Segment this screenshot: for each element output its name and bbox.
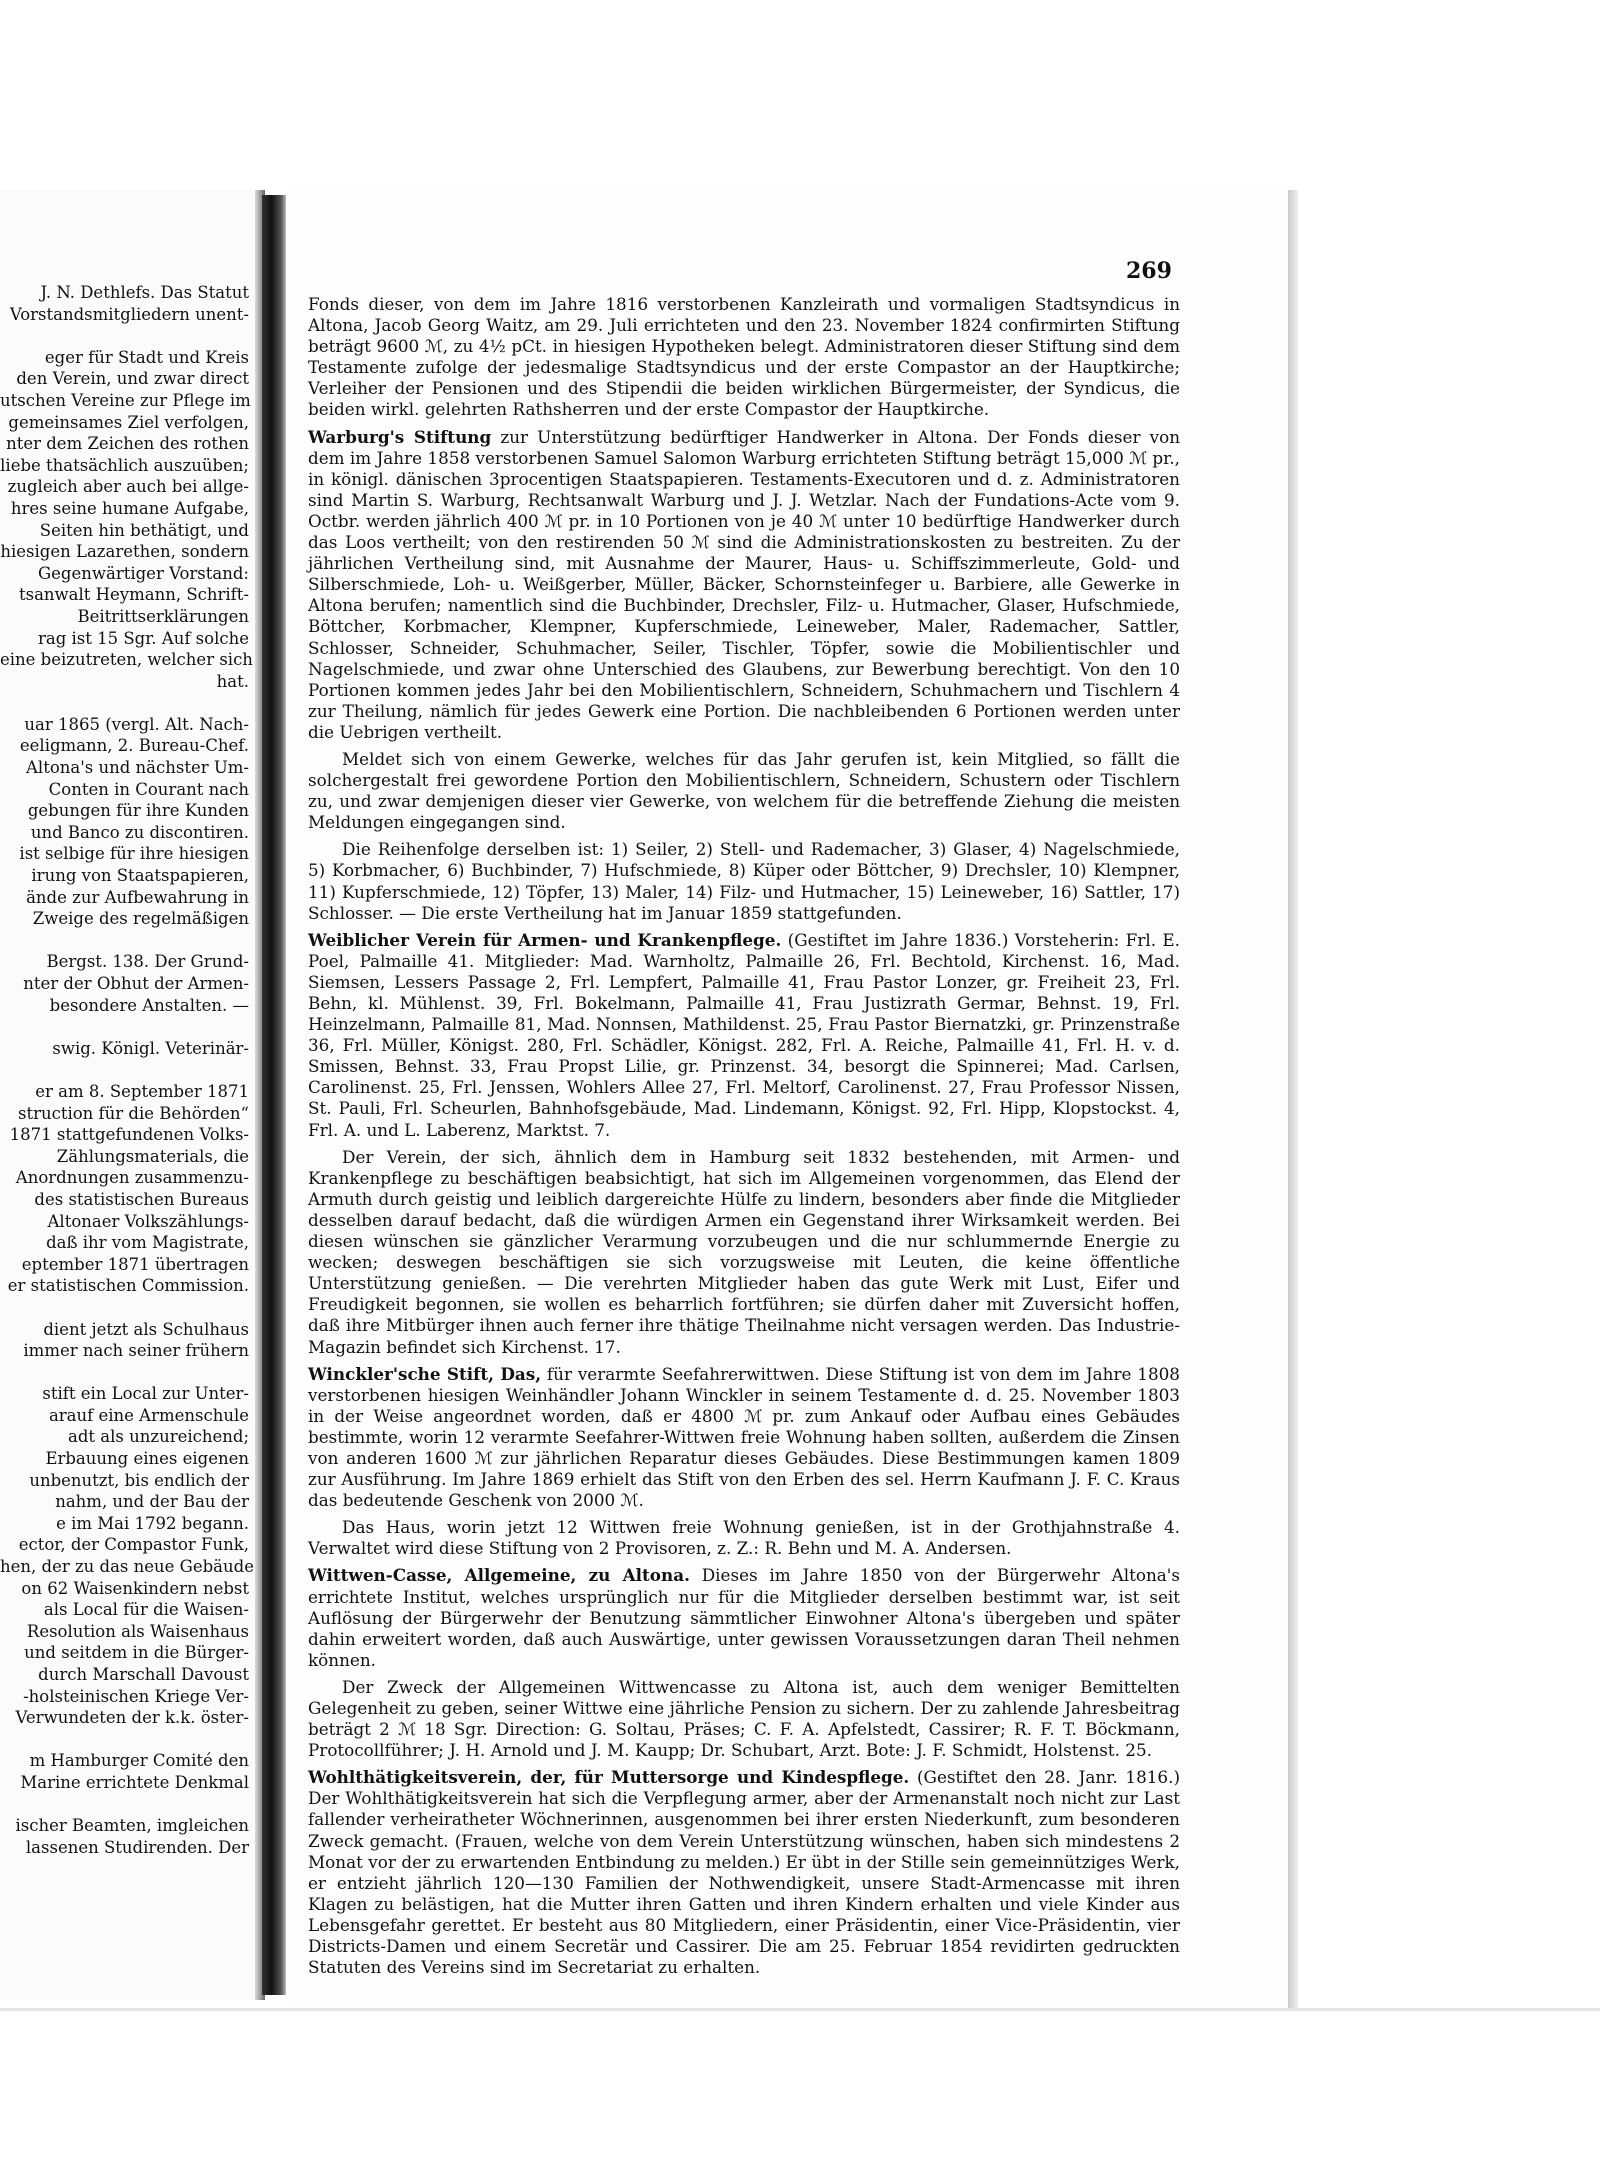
body-paragraph <box>308 294 1180 421</box>
entry-title: Wittwen-Casse, Allgemeine, zu Altona. <box>308 1565 690 1586</box>
left-blank-line <box>0 930 255 952</box>
left-text-line: e im Mai 1792 begann. <box>56 1513 249 1533</box>
left-text-line: eine beizutreten, welcher sich <box>0 650 253 670</box>
left-text-line: Altona's und nächster Um- <box>26 758 249 778</box>
left-text-line: Altonaer Volkszählungs- <box>47 1211 249 1231</box>
left-text-line: hen, der zu das neue Gebäude <box>0 1557 254 1577</box>
entry-title: Weiblicher Verein für Armen- und Krankenpflege. <box>308 929 782 950</box>
left-text-line: nahm, und der Bau der <box>55 1492 249 1512</box>
entry-title: Wohlthätigkeitsverein, der, für Muttersorge und Kindespflege. <box>308 1767 910 1788</box>
left-blank-line <box>0 1729 255 1751</box>
left-text-line: nter dem Zeichen des rothen <box>6 434 249 454</box>
entry-text: (Gestiftet den 28. Janr. 1816.) Der Wohlthätigkeitsverein hat sich die Verpflegung armer, aber der Armenanstalt noch nicht zur Last fallender verheiratheter Wöchnerinnen, ausgenommen bei ihrer ersten Niederkunft, zum besonderen Zweck gemacht. (Frauen, welche von dem Verein Unterstützung wünschen, haben sich mindestens 2 Monat vor der zu erwartenden Entbindung zu melden.) Er übt in der Stille sein gemeinnütziges Werk, er entzieht jährlich 120—130 Familien der Nothwendigkeit, unsere Stadt-Armencasse mit ihren Klagen zu belästigen, hat die Mutter ihren Gatten und ihren Kindern erhalten und viele Kinder aus Lebensgefahr gerettet. Er besteht aus 80 Mitgliedern, einer Präsidentin, einer Vice-Präsidentin, vier Districts-Damen und einem Secretär und Cassirer. Die am 25. Februar 1854 revidirten gedruckten Statuten des Vereins sind im Secretariat zu erhalten. <box>308 1767 1180 1978</box>
left-text-line: eger für Stadt und Kreis <box>44 347 249 367</box>
body-paragraph <box>308 1517 1180 1559</box>
left-text-line: Zweige des regelmäßigen <box>32 909 249 929</box>
body-paragraph <box>308 749 1180 833</box>
left-text-line: Marine errichtete Denkmal <box>20 1772 249 1792</box>
left-text-line: Anordnungen zusammenzu- <box>15 1168 249 1188</box>
left-text-line: besondere Anstalten. — <box>49 995 249 1015</box>
left-text-line: ände zur Aufbewahrung in <box>26 887 249 907</box>
left-text-line: er statistischen Commission. <box>7 1276 249 1296</box>
left-text-line: dient jetzt als Schulhaus <box>43 1319 249 1339</box>
left-blank-line <box>0 1016 255 1038</box>
entry-text: Der Verein, der sich, ähnlich dem in Hamburg seit 1832 bestehenden, mit Armen- und Krankenpflege zu beschäftigen beabsichtigt, hat sich im Allgemeinen vorgenommen, das Elend der Armuth durch geistig und leiblich dargereichte Hülfe zu lindern, besonders aber finde die Mitglieder desselben darauf bedacht, daß die würdigen Armen ein Gegenstand ihrer Wirksamkeit werden. Bei diesen wünschen sie gänzlicher Verarmung vorzubeugen und die nur schlummernde Energie zu wecken; deswegen beschäftigen sie sich vorzugsweise mit Leuten, die keine öffentliche Unterstützung genießen. — Die verehrten Mitglieder haben das gute Werk mit Lust, Eifer und Freudigkeit begonnen, sie wollen es beharrlich fortführen; sie dürfen daher mit Zuversicht hoffen, daß ihre Mitbürger ihnen auch ferner ihre thätige Theilnahme nicht versagen werden. Das Industrie-Magazin befindet sich Kirchenst. 17. <box>308 1146 1180 1357</box>
left-text-line: Conten in Courant nach <box>48 779 249 799</box>
left-text-line: uar 1865 (vergl. Alt. Nach- <box>24 714 249 734</box>
left-text-line: nter der Obhut der Armen- <box>23 974 249 993</box>
left-text-line: struction für die Behörden“ <box>17 1103 249 1123</box>
left-text-line: daß ihr vom Magistrate, <box>46 1233 249 1253</box>
left-text-line: hat. <box>216 671 249 691</box>
entry-text: für verarmte Seefahrerwittwen. Diese Stiftung ist von dem im Jahre 1808 verstorbenen hiesigen Weinhändler Johann Winckler in seinem Testamente d. d. 25. November 1803 in der Weise angeordnet worden, daß er 4800 ℳ pr. zum Ankauf oder Aufbau eines Gebäudes bestimmte, worin 12 verarmte Seefahrer-Wittwen freie Wohnung haben sollten, außerdem die Zinsen von anderen 1600 ℳ zur jährlichen Reparatur dieses Gebäudes. Diese Bestimmungen kamen 1809 zur Ausführung. Im Jahre 1869 erhielt das Stift von den Erben des sel. Herrn Kaufmann J. F. C. Kraus das bedeutende Geschenk von 2000 ℳ. <box>308 1363 1180 1511</box>
left-text-line: -holsteinischen Kriege Ver- <box>23 1686 249 1706</box>
entry-text: Das Haus, worin jetzt 12 Wittwen freie Wohnung genießen, ist in der Grothjahnstraße 4. Verwaltet wird diese Stiftung von 2 Provisoren, z. Z.: R. Behn und M. A. Andersen. <box>308 1517 1180 1559</box>
left-text-line: ischer Beamten, imgleichen <box>15 1816 249 1836</box>
left-text-line: zugleich aber auch bei allge- <box>7 477 249 497</box>
entry-paragraph <box>308 930 1180 1141</box>
left-text-line: Verwundeten der k.k. öster- <box>15 1708 249 1728</box>
left-blank-line <box>0 1794 255 1816</box>
left-text-line: Seiten hin bethätigt, und <box>39 520 249 540</box>
entry-title: Warburg's Stiftung <box>308 426 492 447</box>
body-paragraph <box>308 1147 1180 1358</box>
left-text-line: und Banco zu discontiren. <box>30 822 249 842</box>
left-text-line: tsanwalt Heymann, Schrift- <box>18 585 249 605</box>
entry-paragraph <box>308 1767 1180 1978</box>
left-text-line: 1871 stattgefundenen Volks- <box>9 1125 249 1145</box>
entry-paragraph <box>308 1565 1180 1670</box>
entry-title: Winckler'sche Stift, Das, <box>308 1363 542 1384</box>
entry-paragraph <box>308 427 1180 743</box>
book-gutter <box>262 195 286 1995</box>
page-edge <box>1288 190 1298 2010</box>
left-blank-line <box>0 325 255 347</box>
left-blank-line <box>0 692 255 714</box>
left-text-line: Beitrittserklärungen <box>77 606 249 626</box>
left-text-line: hres seine humane Aufgabe, <box>10 498 249 518</box>
left-blank-line <box>0 1059 255 1081</box>
entry-text: Fonds dieser, von dem im Jahre 1816 verstorbenen Kanzleirath und vormaligen Stadtsyndicus in Altona, Jacob Georg Waitz, am 29. Juli errichteten und den 23. November 1824 confirmirten Stiftung beträgt 9600 ℳ, zu 4½ pCt. in hiesigen Hypotheken belegt. Administratoren dieser Stiftung sind dem Testamente zufolge der jedesmalige Stadtsyndicus und der erste Compastor an der Hauptkirche; Verleiher der Pensionen und des Stipendii die beiden wirklichen Bürgermeister, der Syndicus, die beiden wirkl. gelehrten Rathsherren und der erste Compastor der Hauptkirche. <box>308 294 1180 420</box>
right-page <box>288 190 1288 2010</box>
left-text-line: eptember 1871 übertragen <box>21 1254 249 1274</box>
page-content <box>308 294 1180 1984</box>
left-text-line: eeligmann, 2. Bureau-Chef. <box>19 736 249 756</box>
entry-text: Der Zweck der Allgemeinen Wittwencasse zu Altona ist, auch dem weniger Bemittelten Gelegenheit zu geben, seiner Wittwe eine jährliche Pension zu sichern. Der zu zahlende Jahresbeitrag beträgt 2 ℳ 18 Sgr. Direction: G. Soltau, Präses; C. F. A. Apfelstedt, Cassirer; R. F. T. Böckmann, Protocollführer; J. H. Arnold und J. M. Kaupp; Dr. Schubart, Arzt. Bote: J. F. Schmidt, Holstenst. 25. <box>308 1676 1180 1761</box>
left-text-line: J. N. Dethlefs. Das Statut <box>40 283 249 302</box>
left-text-line: hiesigen Lazarethen, sondern <box>0 542 249 562</box>
left-text-line: unbenutzt, bis endlich der <box>29 1470 249 1490</box>
entry-text: Meldet sich von einem Gewerke, welches für das Jahr gerufen ist, kein Mitglied, so fällt die solchergestalt frei gewordene Portion den Mobilientischlern, Schneidern, Schustern oder Tischlern zu, und zwar demjenigen dieser vier Gewerke, von welchem für die betreffende Ziehung die meisten Meldungen eingegangen sind. <box>308 748 1180 833</box>
left-text-line: immer nach seiner frühern <box>23 1341 249 1361</box>
left-text-line: als Local für die Waisen- <box>43 1600 249 1620</box>
left-text-line: ector, der Compastor Funk, <box>18 1535 249 1555</box>
entry-text: Dieses im Jahre 1850 von der Bürgerwehr Altona's errichtete Institut, welches ursprünglich nur für die Mitglieder derselben bestimmt war, ist seit Auflösung der Bürgerwehr der Benutzung sämmtlicher Einwohner Altona's übergeben und später dahin erweitert worden, daß auch Auswärtige, unter gewissen Voraussetzungen daran Theil nehmen können. <box>308 1565 1180 1670</box>
left-text-line: stift ein Local zur Unter- <box>42 1384 249 1404</box>
left-text-line: rag ist 15 Sgr. Auf solche <box>37 628 249 648</box>
left-text-line: utschen Vereine zur Pflege im <box>0 390 251 410</box>
left-blank-line <box>0 1362 255 1384</box>
left-text-line: Erbauung eines eigenen <box>45 1449 249 1469</box>
previous-page-fragment <box>0 190 265 2000</box>
body-paragraph <box>308 1677 1180 1761</box>
page-number: 269 <box>1126 258 1172 284</box>
left-text-line: lassenen Studirenden. Der <box>25 1837 249 1857</box>
left-text-line: Gegenwärtiger Vorstand: <box>37 563 249 583</box>
left-text-line: des statistischen Bureaus <box>34 1189 249 1209</box>
left-text-line: m Hamburger Comité den <box>29 1751 249 1771</box>
left-text-line: Resolution als Waisenhaus <box>26 1621 249 1641</box>
left-text-line: den Verein, und zwar direct <box>16 369 249 389</box>
scan-bottom-edge <box>0 2008 1600 2011</box>
left-text-line: Zählungsmaterials, die <box>56 1146 249 1166</box>
left-column-text <box>0 282 255 1858</box>
entry-text: zur Unterstützung bedürftiger Handwerker in Altona. Der Fonds dieser von dem im Jahre 1858 verstorbenen Samuel Salomon Warburg errichteten Stiftung beträgt 15,000 ℳ pr., in königl. dänischen 3procentigen Staatspapieren. Testaments-Executoren und d. z. Administratoren sind Martin S. Warburg, Rechtsanwalt Warburg und J. J. Wetzlar. Nach der Fundations-Acte vom 9. Octbr. werden jährlich 400 ℳ pr. in 10 Portionen von je 40 ℳ unter 10 bedürftige Handwerker durch das Loos vertheilt; von den restirenden 50 ℳ sind die Administrationskosten zu bestreiten. Zu der jährlichen Vertheilung sind, mit Ausnahme der Maurer, Haus- u. Schiffszimmerleute, Gold- und Silberschmiede, Loh- u. Weißgerber, Müller, Bäcker, Schornsteinfeger u. Barbiere, alle Gewerke in Altona berufen; namentlich sind die Buchbinder, Drechsler, Filz- u. Hutmacher, Glaser, Hufschmiede, Böttcher, Korbmacher, Klempner, Kupferschmiede, Leineweber, Maler, Rademacher, Sattler, Schlosser, Schneider, Schuhmacher, Seiler, Tischler, Töpfer, sowie die Mobilientischler und Nagelschmiede, und zwar ohne Unterschied des Glaubens, zur Bewerbung berechtigt. Von den 10 Portionen kommen jedes Jahr bei den Mobilientischlern, Schneidern, Schuhmachern und Tischlern 4 zur Theilung, nämlich für jedes Gewerk eine Portion. Die nachbleibenden 6 Portionen werden unter die Uebrigen vertheilt. <box>308 426 1181 742</box>
left-text-line: on 62 Waisenkindern nebst <box>21 1578 249 1598</box>
left-text-line: gemeinsames Ziel verfolgen, <box>8 412 249 432</box>
left-text-line: adt als unzureichend; <box>68 1427 249 1447</box>
left-text-line: Vorstandsmitgliedern unent- <box>9 304 249 324</box>
left-text-line: ist selbige für ihre hiesigen <box>19 844 249 864</box>
left-text-line: liebe thatsächlich auszuüben; <box>0 455 249 475</box>
entry-paragraph <box>308 1364 1180 1512</box>
left-text-line: swig. Königl. Veterinär- <box>52 1038 249 1058</box>
left-blank-line <box>0 1297 255 1319</box>
entry-text: Die Reihenfolge derselben ist: 1) Seiler, 2) Stell- und Rademacher, 3) Glaser, 4) Nagelschmiede, 5) Korbmacher, 6) Buchbinder, 7) Hufschmiede, 8) Küper oder Böttcher, 9) Drechsler, 10) Klempner, 11) Kupferschmiede, 12) Töpfer, 13) Maler, 14) Filz- und Hutmacher, 15) Leineweber, 16) Sattler, 17) Schlosser. — Die erste Vertheilung hat im Januar 1859 stattgefunden. <box>308 839 1180 923</box>
left-text-line: arauf eine Armenschule <box>48 1405 249 1425</box>
left-text-line: irung von Staatspapieren, <box>31 866 249 886</box>
body-paragraph <box>308 839 1180 923</box>
left-text-line: durch Marschall Davoust <box>38 1665 249 1684</box>
entry-text: (Gestiftet im Jahre 1836.) Vorsteherin: Frl. E. Poel, Palmaille 41. Mitglieder: Mad. Warnholtz, Palmaille 26, Frl. Bechtold, Kirchenst. 16, Mad. Siemsen, Lessers Passage 2, Frl. Lempfert, Palmaille 41, Frau Pastor Lonzer, gr. Freiheit 23, Frl. Behn, kl. Mühlenst. 39, Frl. Bokelmann, Palmaille 41, Frau Justizrath Germar, Behnst. 19, Frl. Heinzelmann, Palmaille 81, Mad. Nonnsen, Mathildenst. 25, Frau Pastor Biernatzki, gr. Prinzenstraße 36, Frl. Müller, Königst. 280, Frl. Schädler, Königst. 282, Frl. A. Reiche, Palmaille 41, Frl. H. v. d. Smissen, Behnst. 33, Frau Propst Lilie, gr. Prinzenst. 34, besorgt die Spinnerei; Mad. Carlsen, Carolinenst. 25, Frl. Jenssen, Wohlers Allee 27, Frl. Meltorf, Carolinenst. 27, Frau Professor Nissen, St. Pauli, Frl. Scheurlen, Bahnhofsgebäude, Mad. Lindemann, Königst. 92, Frl. Hipp, Klopstockst. 4, Frl. A. und L. Laberenz, Marktst. 7. <box>308 929 1180 1140</box>
left-text-line: Bergst. 138. Der Grund- <box>46 952 249 972</box>
left-text-line: er am 8. September 1871 <box>35 1081 249 1101</box>
left-text-line: und seitdem in die Bürger- <box>24 1643 249 1663</box>
left-text-line: gebungen für ihre Kunden <box>27 801 249 821</box>
